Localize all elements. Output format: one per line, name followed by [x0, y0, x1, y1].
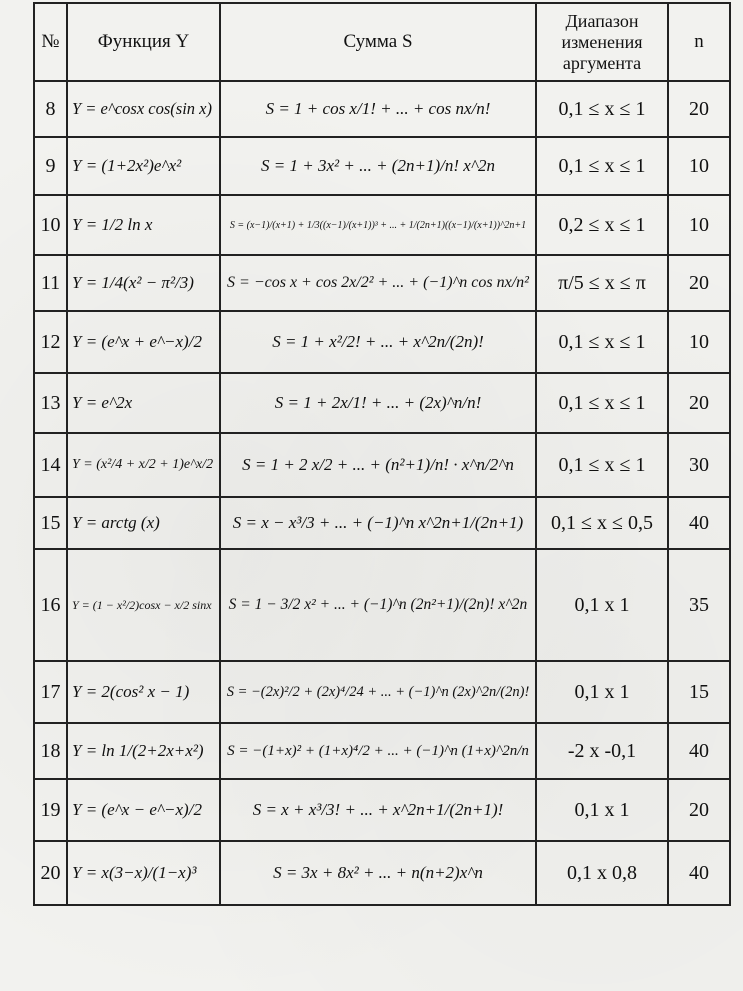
table-row — [34, 779, 730, 841]
row-number: 20 — [34, 841, 67, 905]
n-cell: 20 — [668, 373, 730, 433]
range-cell: 0,1 x 1 — [536, 779, 668, 841]
row-number: 16 — [34, 549, 67, 661]
sum-cell: S = 1 + cos x/1! + ... + cos nx/n! — [220, 81, 536, 137]
range-cell: 0,1 ≤ x ≤ 0,5 — [536, 497, 668, 549]
range-cell: -2 x -0,1 — [536, 723, 668, 779]
row-number: 13 — [34, 373, 67, 433]
table-row — [34, 841, 730, 905]
range-cell: 0,1 ≤ x ≤ 1 — [536, 81, 668, 137]
sum-cell: S = 1 + 3x² + ... + (2n+1)/n! x^2n — [220, 137, 536, 195]
function-cell: Y = x(3−x)/(1−x)³ — [67, 841, 220, 905]
sum-cell: S = 1 − 3/2 x² + ... + (−1)^n (2n²+1)/(2n)! x^2n — [220, 549, 536, 661]
function-cell: Y = e^cosx cos(sin x) — [67, 81, 220, 137]
row-number: 14 — [34, 433, 67, 497]
n-cell: 15 — [668, 661, 730, 723]
function-cell: Y = e^2x — [67, 373, 220, 433]
function-cell: Y = (x²/4 + x/2 + 1)e^x/2 — [67, 433, 220, 497]
row-number: 12 — [34, 311, 67, 373]
n-cell: 10 — [668, 137, 730, 195]
function-cell: Y = 1/4(x² − π²/3) — [67, 255, 220, 311]
header-num: № — [34, 3, 67, 81]
sum-cell: S = 1 + 2 x/2 + ... + (n²+1)/n! · x^n/2^n — [220, 433, 536, 497]
function-cell: Y = 2(cos² x − 1) — [67, 661, 220, 723]
range-cell: π/5 ≤ x ≤ π — [536, 255, 668, 311]
function-cell: Y = ln 1/(2+2x+x²) — [67, 723, 220, 779]
row-number: 19 — [34, 779, 67, 841]
sum-cell: S = −(2x)²/2 + (2x)⁴/24 + ... + (−1)^n (2x)^2n/(2n)! — [220, 661, 536, 723]
table-row — [34, 497, 730, 549]
n-cell: 40 — [668, 841, 730, 905]
table-row — [34, 195, 730, 255]
sum-cell: S = 1 + 2x/1! + ... + (2x)^n/n! — [220, 373, 536, 433]
table-row — [34, 723, 730, 779]
table-row — [34, 549, 730, 661]
range-cell: 0,1 ≤ x ≤ 1 — [536, 433, 668, 497]
row-number: 17 — [34, 661, 67, 723]
function-cell: Y = 1/2 ln x — [67, 195, 220, 255]
range-cell: 0,1 ≤ x ≤ 1 — [536, 311, 668, 373]
range-cell: 0,1 ≤ x ≤ 1 — [536, 373, 668, 433]
function-cell: Y = (e^x − e^−x)/2 — [67, 779, 220, 841]
table-row — [34, 433, 730, 497]
function-cell: Y = arctg (x) — [67, 497, 220, 549]
table-row — [34, 255, 730, 311]
n-cell: 35 — [668, 549, 730, 661]
n-cell: 20 — [668, 81, 730, 137]
table-row — [34, 81, 730, 137]
function-cell: Y = (1+2x²)e^x² — [67, 137, 220, 195]
table-row — [34, 311, 730, 373]
row-number: 8 — [34, 81, 67, 137]
sum-cell: S = (x−1)/(x+1) + 1/3((x−1)/(x+1))³ + ... + 1/(2n+1)((x−1)/(x+1))^2n+1 — [220, 195, 536, 255]
n-cell: 30 — [668, 433, 730, 497]
row-number: 10 — [34, 195, 67, 255]
n-cell: 20 — [668, 779, 730, 841]
row-number: 18 — [34, 723, 67, 779]
function-cell: Y = (e^x + e^−x)/2 — [67, 311, 220, 373]
sum-cell: S = −cos x + cos 2x/2² + ... + (−1)^n cos nx/n² — [220, 255, 536, 311]
n-cell: 40 — [668, 723, 730, 779]
row-number: 15 — [34, 497, 67, 549]
row-number: 11 — [34, 255, 67, 311]
sum-cell: S = −(1+x)² + (1+x)⁴/2 + ... + (−1)^n (1+x)^2n/n — [220, 723, 536, 779]
functions-table — [33, 2, 731, 906]
header-row — [34, 3, 730, 81]
header-function: Функция Y — [67, 3, 220, 81]
function-cell: Y = (1 − x²/2)cosx − x/2 sinx — [67, 549, 220, 661]
sum-cell: S = x + x³/3! + ... + x^2n+1/(2n+1)! — [220, 779, 536, 841]
range-cell: 0,1 ≤ x ≤ 1 — [536, 137, 668, 195]
header-range: Диапазон изменения аргумента — [536, 3, 668, 81]
n-cell: 40 — [668, 497, 730, 549]
table-row — [34, 137, 730, 195]
n-cell: 20 — [668, 255, 730, 311]
n-cell: 10 — [668, 195, 730, 255]
range-cell: 0,1 x 0,8 — [536, 841, 668, 905]
header-n: n — [668, 3, 730, 81]
table-row — [34, 373, 730, 433]
n-cell: 10 — [668, 311, 730, 373]
sum-cell: S = x − x³/3 + ... + (−1)^n x^2n+1/(2n+1) — [220, 497, 536, 549]
range-cell: 0,1 x 1 — [536, 549, 668, 661]
sum-cell: S = 1 + x²/2! + ... + x^2n/(2n)! — [220, 311, 536, 373]
range-cell: 0,1 x 1 — [536, 661, 668, 723]
range-cell: 0,2 ≤ x ≤ 1 — [536, 195, 668, 255]
header-sum: Сумма S — [220, 3, 536, 81]
row-number: 9 — [34, 137, 67, 195]
table-row — [34, 661, 730, 723]
sum-cell: S = 3x + 8x² + ... + n(n+2)x^n — [220, 841, 536, 905]
